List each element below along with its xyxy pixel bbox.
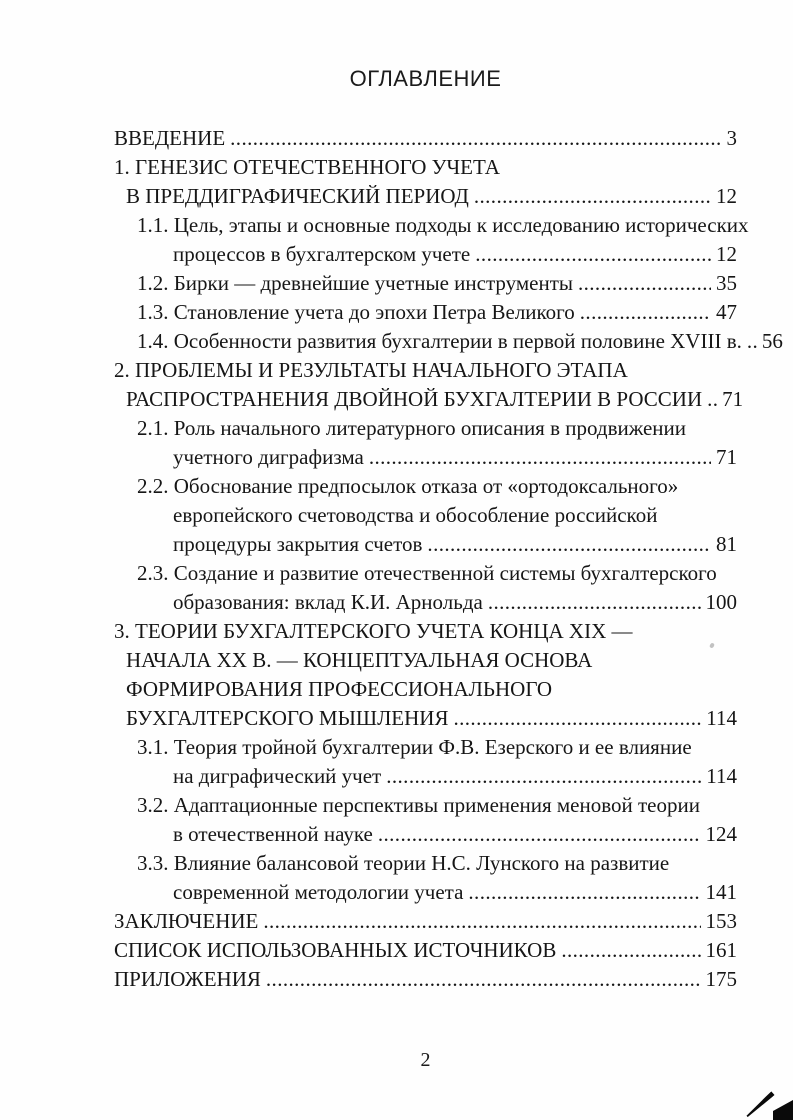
toc-entry <box>114 211 749 240</box>
toc-entry <box>114 182 737 211</box>
dot-leader <box>578 269 711 298</box>
toc-entry-text: ФОРМИРОВАНИЯ ПРОФЕССИОНАЛЬНОГО <box>126 677 553 701</box>
toc-entry <box>114 849 737 878</box>
scan-artifact-stroke <box>745 1091 774 1118</box>
dot-leader <box>707 385 717 414</box>
toc-entry <box>114 385 744 414</box>
toc-entry <box>114 646 737 675</box>
dot-leader <box>747 327 757 356</box>
toc-entry <box>114 269 737 298</box>
toc-page-number: 71 <box>722 387 744 411</box>
toc-entry-text: образования: вклад К.И. Арнольда <box>173 590 483 614</box>
dot-leader <box>427 530 711 559</box>
toc-entry <box>114 472 737 501</box>
toc-entry <box>114 327 783 356</box>
dot-leader <box>266 965 701 994</box>
toc-page-number: 100 <box>705 590 737 614</box>
toc-entry-text: 2.1. Роль начального литературного описания в продвижении <box>137 416 686 440</box>
toc-entry-text: ВВЕДЕНИЕ <box>114 126 226 150</box>
toc-page-number: 161 <box>705 938 737 962</box>
toc-entry-text: на диграфический учет <box>173 764 382 788</box>
toc-entry-text: ПРИЛОЖЕНИЯ <box>114 967 261 991</box>
toc-entry-text: 1.2. Бирки — древнейшие учетные инструменты <box>137 271 573 295</box>
toc-entry-text: СПИСОК ИСПОЛЬЗОВАННЫХ ИСТОЧНИКОВ <box>114 938 557 962</box>
toc-entry <box>114 153 737 182</box>
toc-entry-text: европейского счетоводства и обособление российской <box>173 503 658 527</box>
page-number: 2 <box>420 1049 431 1071</box>
dot-leader <box>378 820 701 849</box>
dot-leader <box>488 588 701 617</box>
toc-page-number: 35 <box>716 271 737 295</box>
dot-leader <box>453 704 701 733</box>
scan-artifact-corner <box>773 1100 793 1120</box>
dot-leader <box>580 298 711 327</box>
toc-entry-text: РАСПРОСТРАНЕНИЯ ДВОЙНОЙ БУХГАЛТЕРИИ В РОССИИ <box>126 387 703 411</box>
toc-entry <box>114 878 737 907</box>
dot-leader <box>468 878 700 907</box>
toc-page-number: 71 <box>716 445 737 469</box>
toc-page-number: 12 <box>716 242 737 266</box>
toc-entry <box>114 820 737 849</box>
toc-page-number: 114 <box>706 764 737 788</box>
toc-entry <box>114 675 737 704</box>
toc-entry <box>114 617 737 646</box>
toc-entry <box>114 733 737 762</box>
toc-entry-text: 1.4. Особенности развития бухгалтерии в первой половине XVIII в. <box>137 329 742 353</box>
toc-page-number: 3 <box>726 126 737 150</box>
toc-entry <box>114 762 737 791</box>
toc-entry-text: 3. ТЕОРИИ БУХГАЛТЕРСКОГО УЧЕТА КОНЦА XIX — <box>114 619 633 643</box>
toc-entry-text: В ПРЕДДИГРАФИЧЕСКИЙ ПЕРИОД <box>126 184 469 208</box>
toc-entry-text: БУХГАЛТЕРСКОГО МЫШЛЕНИЯ <box>126 706 449 730</box>
toc-page-number: 114 <box>706 706 737 730</box>
toc-entry-text: 3.2. Адаптационные перспективы применения меновой теории <box>137 793 700 817</box>
toc-entry <box>114 936 737 965</box>
toc-entry <box>114 907 737 936</box>
toc-entry <box>114 530 737 559</box>
dot-leader <box>386 762 701 791</box>
toc-entry <box>114 559 737 588</box>
dot-leader <box>369 443 711 472</box>
toc-entry-text: ЗАКЛЮЧЕНИЕ <box>114 909 259 933</box>
dot-leader <box>230 124 721 153</box>
toc-entry <box>114 298 737 327</box>
toc-entry <box>114 443 737 472</box>
toc-entry-text: 1. ГЕНЕЗИС ОТЕЧЕСТВЕННОГО УЧЕТА <box>114 155 500 179</box>
toc-entry-text: 2. ПРОБЛЕМЫ И РЕЗУЛЬТАТЫ НАЧАЛЬНОГО ЭТАПА <box>114 358 628 382</box>
toc-entry-text: 1.3. Становление учета до эпохи Петра Великого <box>137 300 575 324</box>
toc-entry <box>114 414 737 443</box>
toc-page-number: 153 <box>705 909 737 933</box>
toc-entry-text: 1.1. Цель, этапы и основные подходы к исследованию исторических <box>137 213 749 237</box>
toc-entry <box>114 124 737 153</box>
dot-leader <box>263 907 700 936</box>
toc-entry <box>114 588 737 617</box>
toc-entry <box>114 501 737 530</box>
toc-page-number: 81 <box>716 532 737 556</box>
toc-entry <box>114 356 737 385</box>
toc-entry <box>114 704 737 733</box>
toc-entry-text: современной методологии учета <box>173 880 464 904</box>
toc-entry <box>114 965 737 994</box>
toc-entry <box>114 240 737 269</box>
toc-page-number: 124 <box>705 822 737 846</box>
toc-entry-text: процедуры закрытия счетов <box>173 532 423 556</box>
dot-leader <box>475 240 711 269</box>
toc-entry-text: учетного диграфизма <box>173 445 364 469</box>
toc-entry-text: процессов в бухгалтерском учете <box>173 242 471 266</box>
toc-entry <box>114 791 737 820</box>
toc-page-number: 175 <box>705 967 737 991</box>
toc-page-number: 12 <box>716 184 737 208</box>
toc-page-number: 141 <box>705 880 737 904</box>
toc-page-number: 56 <box>761 329 783 353</box>
toc-entry-text: 3.1. Теория тройной бухгалтерии Ф.В. Езерского и ее влияние <box>137 735 692 759</box>
toc-entry-text: 2.2. Обоснование предпосылок отказа от «ортодоксального» <box>137 474 679 498</box>
toc-entry-text: в отечественной науке <box>173 822 373 846</box>
dot-leader <box>561 936 700 965</box>
toc-page-number: 47 <box>716 300 737 324</box>
toc <box>114 124 783 994</box>
dot-leader <box>474 182 711 211</box>
toc-entry-text: 2.3. Создание и развитие отечественной системы бухгалтерского <box>137 561 717 585</box>
toc-entry-text: НАЧАЛА XX В. — КОНЦЕПТУАЛЬНАЯ ОСНОВА <box>126 648 593 672</box>
page-title: ОГЛАВЛЕНИЕ <box>349 66 502 91</box>
toc-entry-text: 3.3. Влияние балансовой теории Н.С. Лунского на развитие <box>137 851 670 875</box>
